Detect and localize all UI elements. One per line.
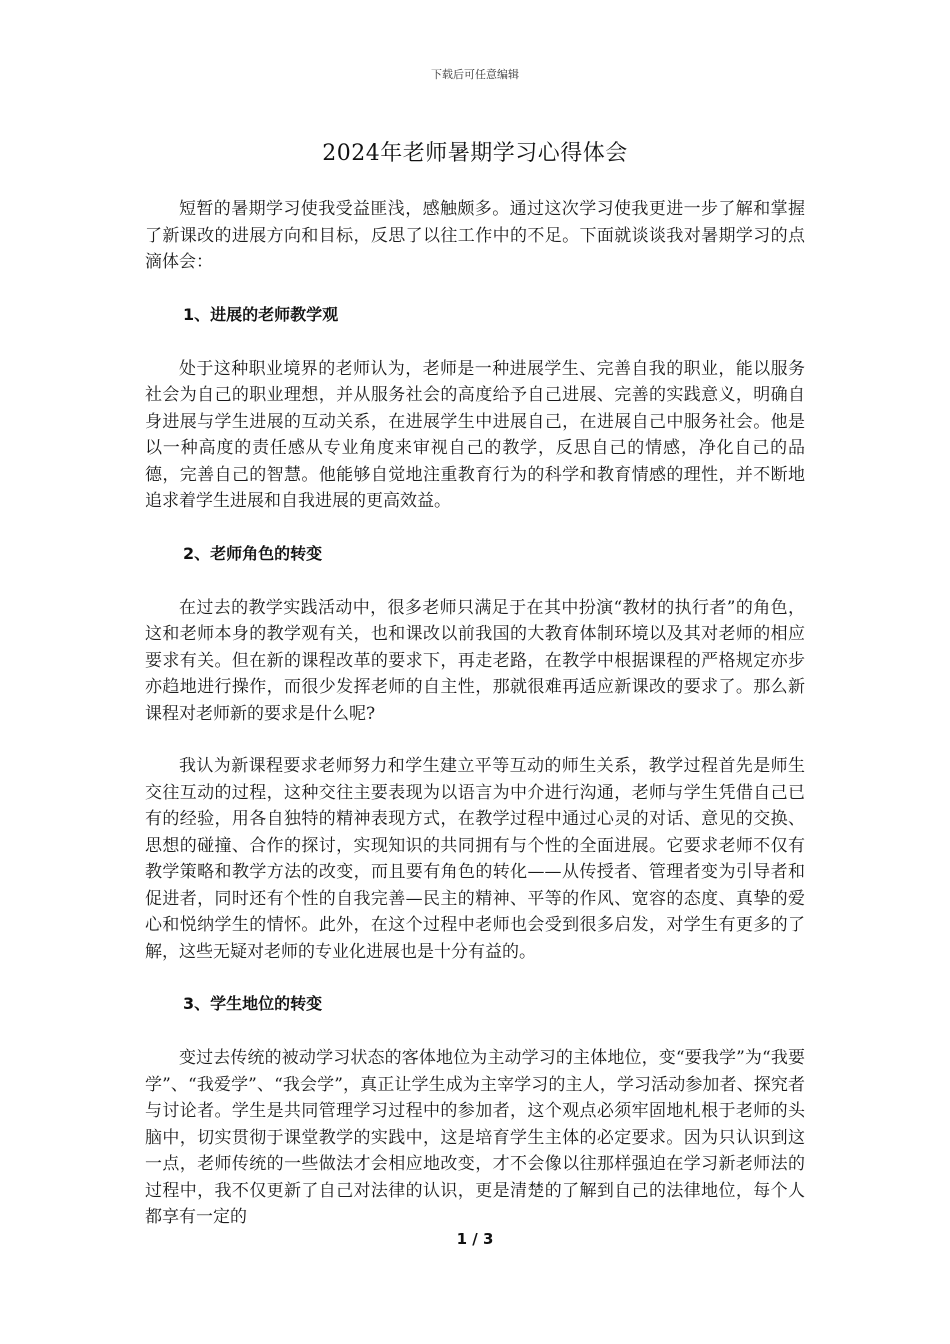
section-3-paragraph-1: 变过去传统的被动学习状态的客体地位为主动学习的主体地位，变“要我学”为“我要学”、“我爱学”、“我会学”，真正让学生成为主宰学习的主人，学习活动参加者、探究者与讨论者。学生是共同管理学习过程中的参加者，这个观点必须牢固地札根于老师的头脑中，切实贯彻于课堂教学的实践中，这是培育学生主体的必定要求。因为只认识到这一点，老师传统的一些做法才会相应地改变，才不会像以往那样强迫在学习新老师法的过程中，我不仅更新了自己对法律的认识，更是清楚的了解到自己的法律地位，每个人都享有一定的: [145, 1048, 805, 1227]
section-2-paragraph-2: 我认为新课程要求老师努力和学生建立平等互动的师生关系，教学过程首先是师生交往互动的过程，这种交往主要表现为以语言为中介进行沟通，老师与学生凭借自己已有的经验，用各自独特的精神表现方式，在教学过程中通过心灵的对话、意见的交换、思想的碰撞、合作的探讨，实现知识的共同拥有与个性的全面进展。它要求老师不仅有教学策略和教学方法的改变，而且要有角色的转化——从传授者、管理者变为引导者和促进者，同时还有个性的自我完善—民主的精神、平等的作风、宽容的态度、真挚的爱心和悦纳学生的情怀。此外，在这个过程中老师也会受到很多启发，对学生有更多的了解，这些无疑对老师的专业化进展也是十分有益的。: [145, 756, 805, 962]
page-number: 1 / 3: [456, 1230, 494, 1248]
section-2-heading: 2、老师角色的转变: [183, 543, 323, 563]
header-note: 下载后可任意编辑: [431, 68, 519, 81]
section-1-paragraph-1: 处于这种职业境界的老师认为，老师是一种进展学生、完善自我的职业，能以服务社会为自己的职业理想，并从服务社会的高度给予自己进展、完善的实践意义，明确自身进展与学生进展的互动关系，在进展学生中进展自己，在进展自己中服务社会。他是以一种高度的责任感从专业角度来审视自己的教学，反思自己的情感，净化自己的品德，完善自己的智慧。他能够自觉地注重教育行为的科学和教育情感的理性，并不断地追求着学生进展和自我进展的更高效益。: [145, 358, 805, 511]
intro-paragraph: 短暂的暑期学习使我受益匪浅，感触颇多。通过这次学习使我更进一步了解和掌握了新课改的进展方向和目标，反思了以往工作中的不足。下面就谈谈我对暑期学习的点滴体会：: [145, 199, 805, 272]
section-1-heading: 1、进展的老师教学观: [183, 304, 339, 324]
document-body: [145, 196, 805, 1231]
document-title: 2024年老师暑期学习心得体会: [322, 141, 628, 166]
section-3-heading: 3、学生地位的转变: [183, 994, 323, 1013]
section-2-paragraph-1: 在过去的教学实践活动中，很多老师只满足于在其中扮演“教材的执行者”的角色，这和老师本身的教学观有关，也和课改以前我国的大教育体制环境以及其对老师的相应要求有关。但在新的课程改革的要求下，再走老路，在教学中根据课程的严格规定亦步亦趋地进行操作，而很少发挥老师的自主性，那就很难再适应新课改的要求了。那么新课程对老师新的要求是什么呢?: [145, 597, 805, 724]
